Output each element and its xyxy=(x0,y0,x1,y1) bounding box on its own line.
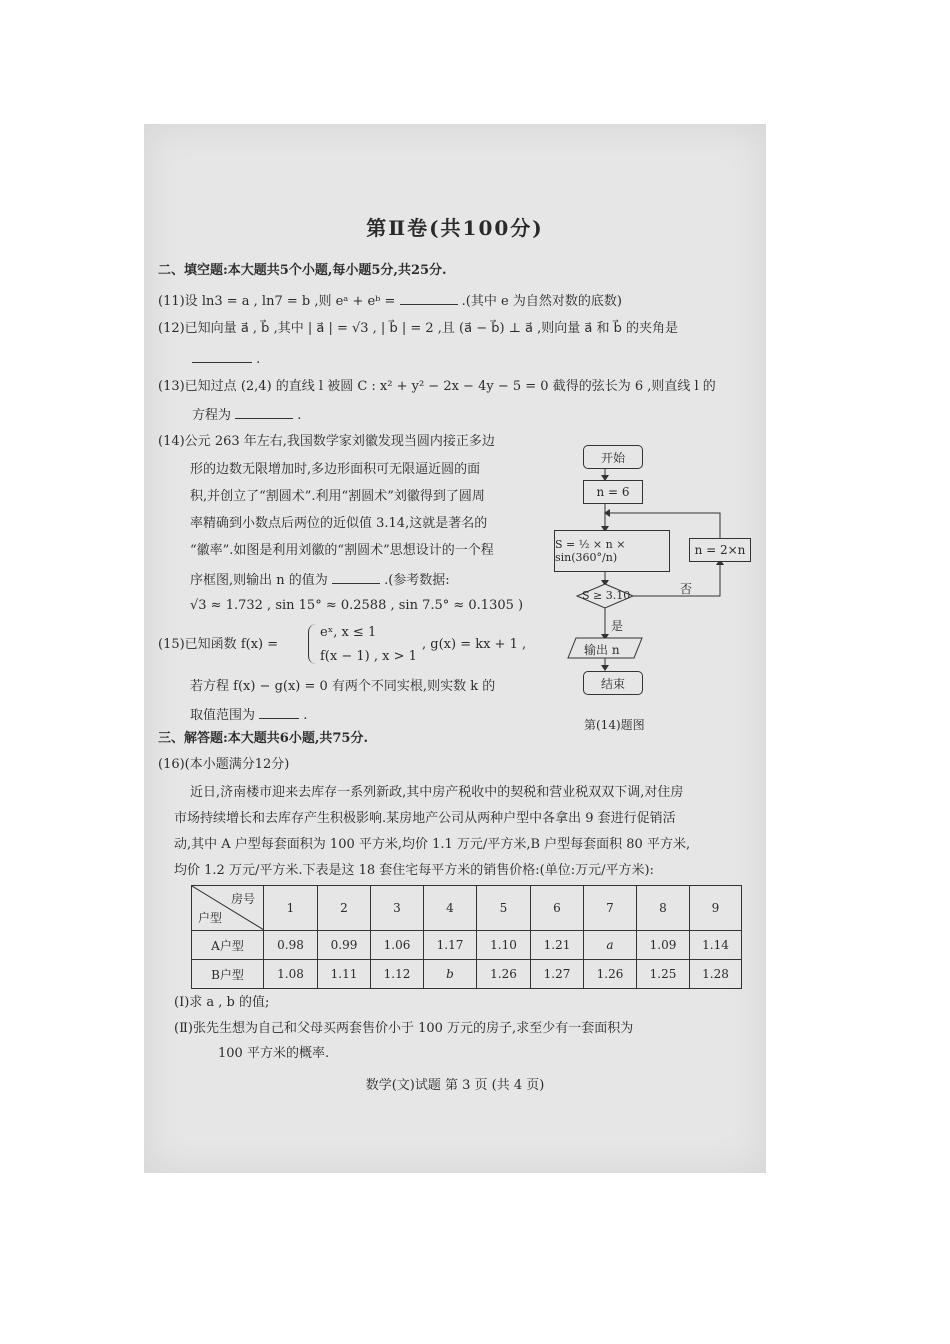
table-corner-cell xyxy=(192,886,264,931)
table-cell: 1.26 xyxy=(477,960,531,989)
q15-case1: eˣ, x ≤ 1 xyxy=(320,625,377,640)
table-cell: 1.27 xyxy=(531,960,584,989)
q16-text-line: 均价 1.2 万元/平方米.下表是这 18 套住宅每平方米的销售价格:(单位:万元/平方米): xyxy=(174,863,654,878)
table-col-header: 2 xyxy=(318,886,371,931)
q15-case2: f(x − 1) , x > 1 xyxy=(320,649,417,664)
flowchart-output: 输出 n xyxy=(584,643,620,657)
q14-reference-data: √3 ≈ 1.732 , sin 15° ≈ 0.2588 , sin 7.5° ≈ 0.1305 ) xyxy=(190,598,524,613)
table-header-room: 房号 xyxy=(230,892,255,906)
question-13-line1: (13)已知过点 (2,4) 的直线 l 被圆 C : x² + y² − 2x − 4y − 5 = 0 截得的弦长为 6 ,则直线 l 的 xyxy=(158,379,716,394)
flowchart-condition: S ≥ 3.10 xyxy=(582,589,631,602)
q15-line2: 若方程 f(x) − g(x) = 0 有两个不同实根,则实数 k 的 xyxy=(190,679,496,694)
table-cell: b xyxy=(424,960,477,989)
q15-line3-text: 取值范围为 xyxy=(190,708,256,723)
q12-end: . xyxy=(256,352,261,367)
flowchart-formula: S = ½ × n × sin(360°/n) xyxy=(554,530,670,572)
q16-part2-line1: (Ⅱ)张先生想为自己和父母买两套售价小于 100 万元的房子,求至少有一套面积为 xyxy=(174,1021,634,1036)
table-col-header: 3 xyxy=(371,886,424,931)
q15-prefix: (15)已知函数 f(x) = xyxy=(158,637,279,652)
q16-part2-line2: 100 平方米的概率. xyxy=(218,1046,330,1061)
table-cell: 1.25 xyxy=(637,960,690,989)
table-cell: 1.17 xyxy=(424,931,477,960)
flowchart-init: n = 6 xyxy=(583,480,643,504)
table-col-header: 5 xyxy=(477,886,531,931)
q14-line6-text: 序框图,则输出 n 的值为 xyxy=(190,573,328,588)
table-header-row xyxy=(192,886,742,931)
question-12-line1: (12)已知向量 a⃗ , b⃗ ,其中 | a⃗ | = √3 , | b⃗ | = 2 ,且 (a⃗ − b⃗) ⊥ a⃗ ,则向量 a⃗ 和 b⃗ 的夹角是 xyxy=(158,321,679,336)
table-header-type: 户型 xyxy=(198,911,223,925)
price-table xyxy=(191,885,742,989)
q11-text: (11)设 ln3 = a , ln7 = b ,则 eᵃ + eᵇ = xyxy=(158,294,396,309)
section2-header: 二、填空题:本大题共5个小题,每小题5分,共25分. xyxy=(158,263,447,278)
q13-prefix: 方程为 xyxy=(192,408,232,423)
table-row xyxy=(192,931,742,960)
q11-note: .(其中 e 为自然对数的底数) xyxy=(461,294,622,309)
page-footer: 数学(文)试题 第 3 页 (共 4 页) xyxy=(365,1078,545,1093)
q14-line: “徽率”.如图是利用刘徽的“割圆术”思想设计的一个程 xyxy=(190,543,494,558)
table-row-label: B户型 xyxy=(192,960,264,989)
q14-line6-end: .(参考数据: xyxy=(384,573,450,588)
q16-text-line: 近日,济南楼市迎来去库存一系列新政,其中房产税收中的契税和营业税双双下调,对住房 xyxy=(190,785,684,800)
q16-header: (16)(本小题满分12分) xyxy=(158,757,290,772)
flowchart-caption: 第(14)题图 xyxy=(584,718,645,732)
q14-line: 率精确到小数点后两位的近似值 3.14,这就是著名的 xyxy=(190,516,488,531)
table-cell: 1.09 xyxy=(637,931,690,960)
q14-line: 积,并创立了“割圆术”.利用“割圆术”刘徽得到了圆周 xyxy=(190,489,485,504)
table-col-header: 1 xyxy=(264,886,318,931)
q14-line: 形的边数无限增加时,多边形面积可无限逼近圆的面 xyxy=(190,462,481,477)
table-col-header: 8 xyxy=(637,886,690,931)
table-col-header: 7 xyxy=(584,886,637,931)
q16-text-line: 动,其中 A 户型每套面积为 100 平方米,均价 1.1 万元/平方米,B 户型每套面积 80 平方米, xyxy=(174,837,691,852)
table-col-header: 6 xyxy=(531,886,584,931)
table-cell: 1.26 xyxy=(584,960,637,989)
flowchart-yes-label: 是 xyxy=(611,619,624,633)
q15-line3-end: . xyxy=(303,708,308,723)
page-title: 第Ⅱ卷(共100分) xyxy=(366,216,544,240)
table-cell: a xyxy=(584,931,637,960)
table-cell: 1.12 xyxy=(371,960,424,989)
q15-suffix: , g(x) = kx + 1 , xyxy=(422,637,527,652)
table-cell: 1.28 xyxy=(690,960,742,989)
table-cell: 1.06 xyxy=(371,931,424,960)
flowchart-start: 开始 xyxy=(583,445,643,469)
table-cell: 1.14 xyxy=(690,931,742,960)
exam-page xyxy=(144,124,766,1173)
flowchart-no-label: 否 xyxy=(680,582,693,596)
flowchart-update: n = 2×n xyxy=(689,538,751,562)
flowchart-end: 结束 xyxy=(583,671,643,695)
table-cell: 1.08 xyxy=(264,960,318,989)
q16-text-line: 市场持续增长和去库存产生积极影响.某房地产公司从两种户型中各拿出 9 套进行促销活 xyxy=(174,811,676,826)
table-row xyxy=(192,960,742,989)
table-col-header: 9 xyxy=(690,886,742,931)
table-cell: 0.98 xyxy=(264,931,318,960)
table-row-label: A户型 xyxy=(192,931,264,960)
q14-line: (14)公元 263 年左右,我国数学家刘徽发现当圆内接正多边 xyxy=(158,434,495,449)
table-cell: 1.10 xyxy=(477,931,531,960)
q13-end: . xyxy=(297,408,302,423)
table-col-header: 4 xyxy=(424,886,477,931)
table-cell: 1.21 xyxy=(531,931,584,960)
table-cell: 0.99 xyxy=(318,931,371,960)
flowchart-lines xyxy=(144,124,766,1173)
section3-header: 三、解答题:本大题共6小题,共75分. xyxy=(158,731,368,746)
q16-part1: (Ⅰ)求 a , b 的值; xyxy=(174,995,270,1010)
table-cell: 1.11 xyxy=(318,960,371,989)
